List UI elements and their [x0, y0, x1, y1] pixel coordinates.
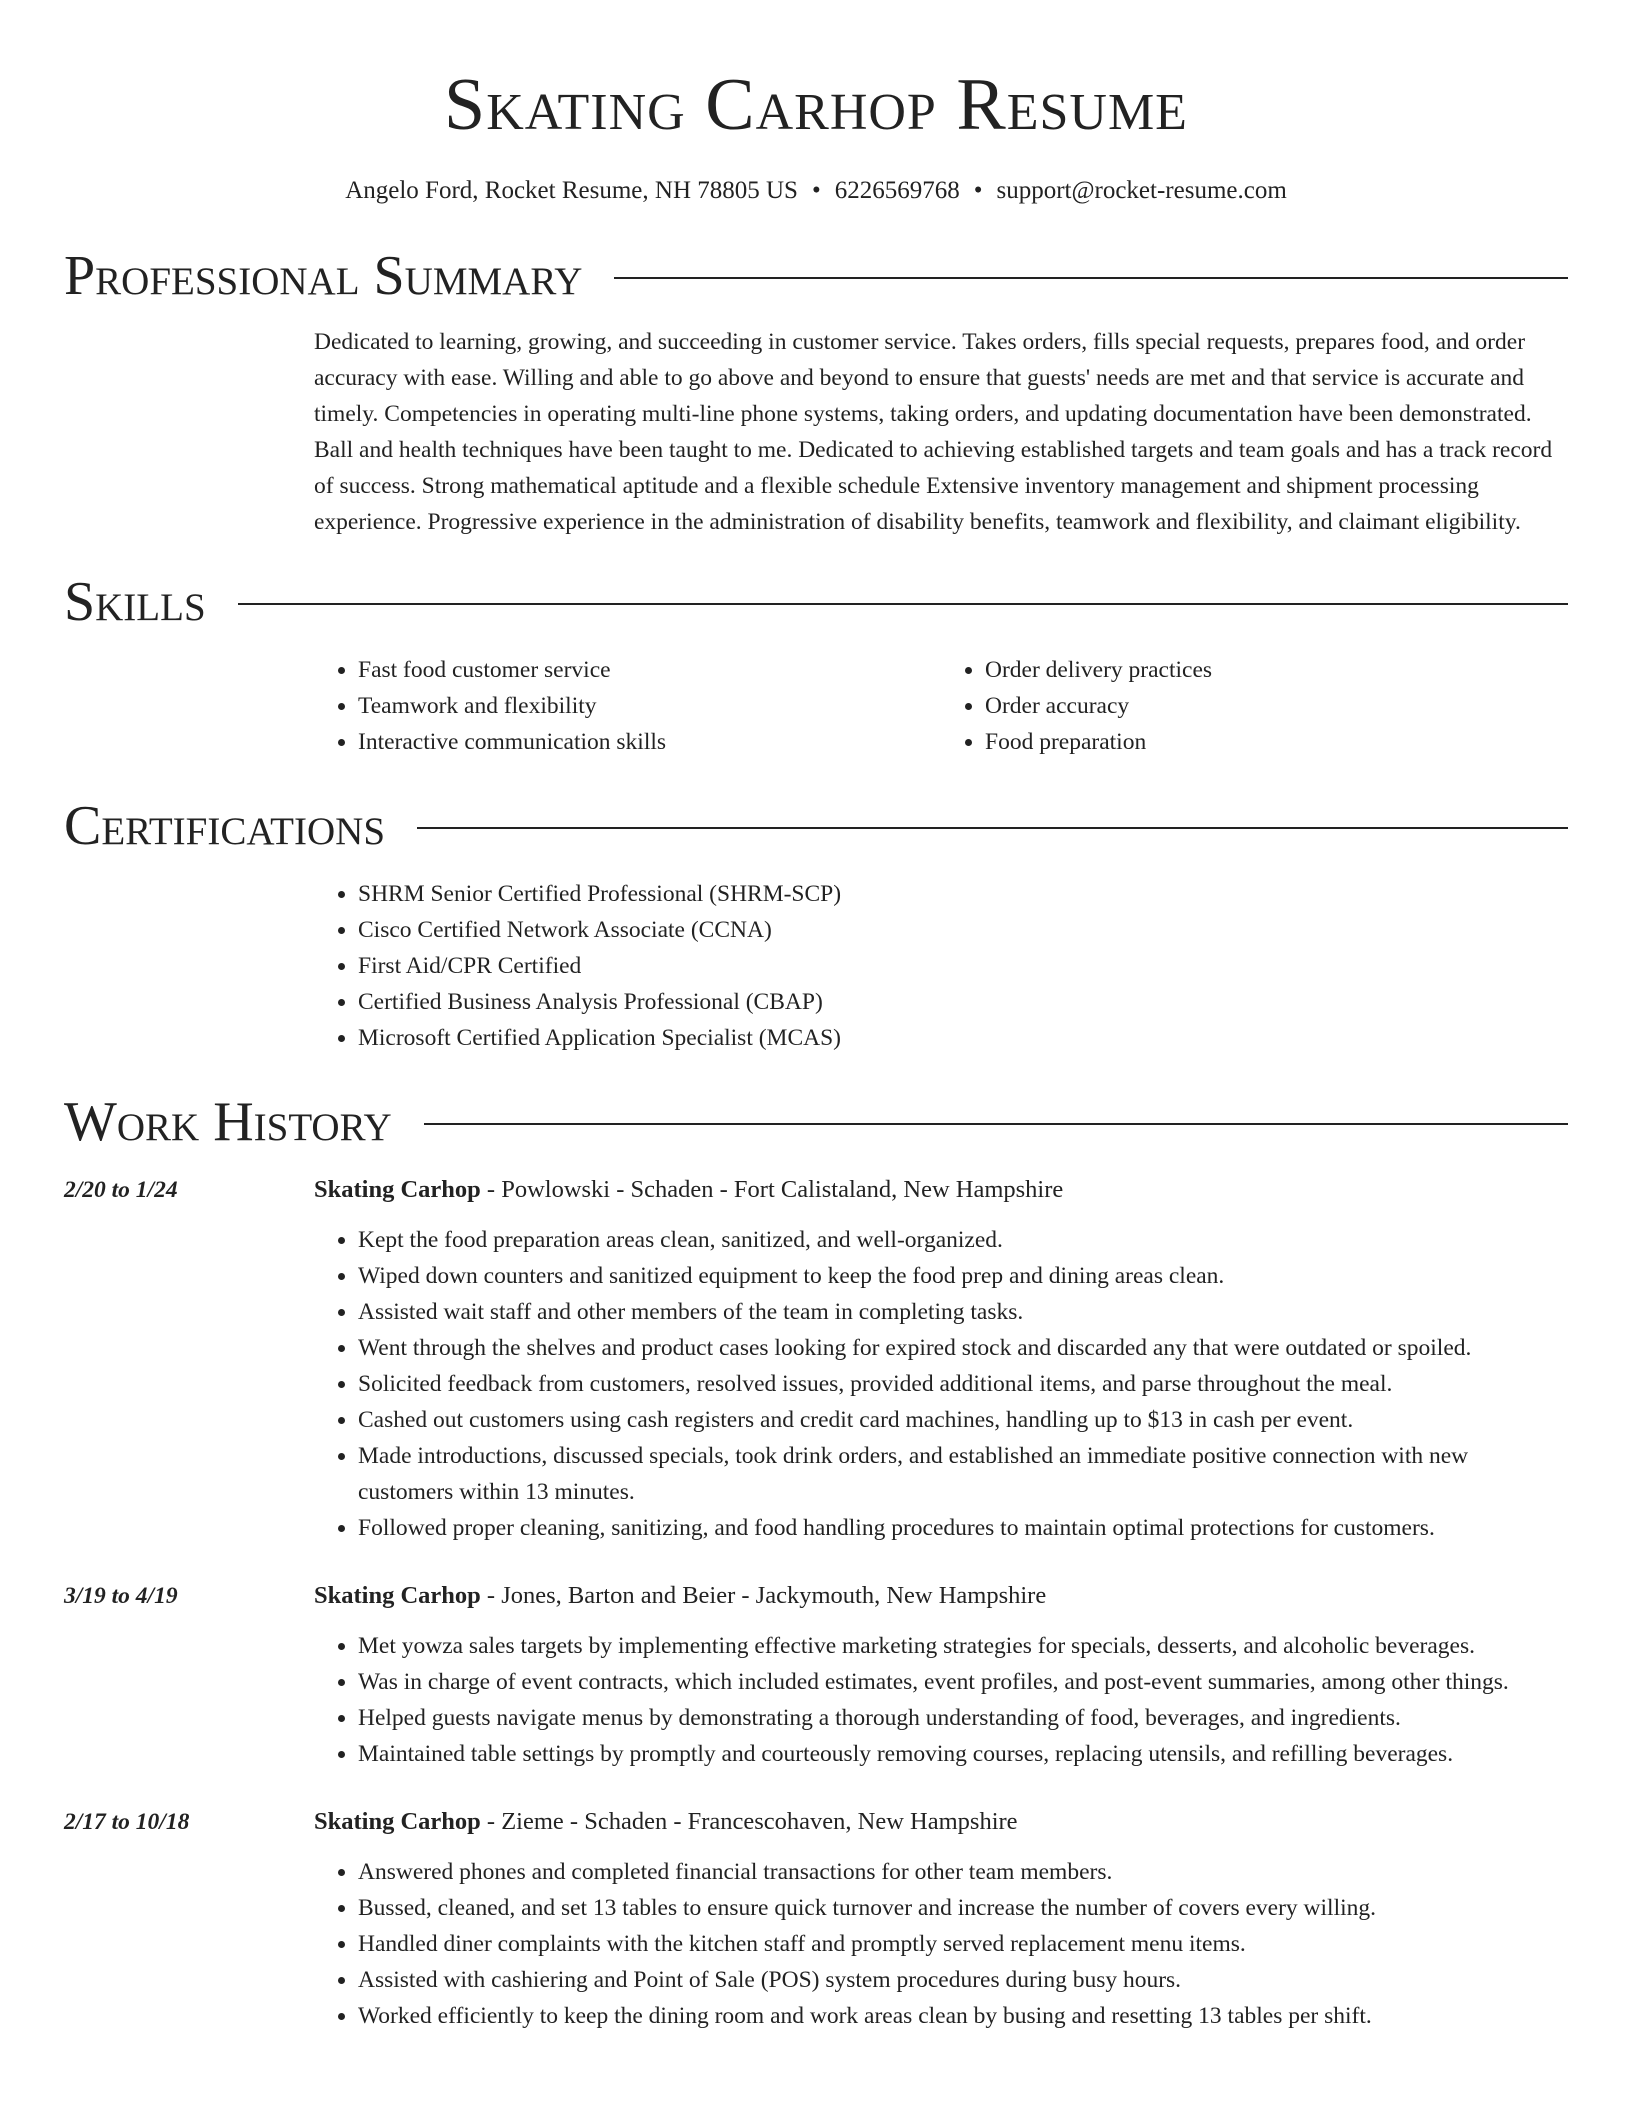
contact-separator: •	[811, 177, 821, 204]
job-role: Skating Carhop	[314, 1176, 481, 1203]
job-dates: 2/20 to 1/24	[64, 1177, 178, 1203]
job-header	[314, 1804, 1568, 1840]
summary-text: Dedicated to learning, growing, and succeeding in customer service. Takes orders, fills special requests, prepares food, and order accuracy with ease. Willing and able to go above and beyond to ensure that guests' needs are met and that service is accurate and timely. Competencies in operating multi-line phone systems, taking orders, and updating documentation have been demonstrated. Ball and health techniques have been taught to me. Dedicated to achieving established targets and team goals and has a track record of success. Strong mathematical aptitude and a flexible schedule Extensive inventory management and shipment processing experience. Progressive experience in the administration of disability benefits, teamwork and flexibility, and claimant eligibility.	[314, 329, 1553, 535]
job-bullet: • Handled diner complaints with the kitchen staff and promptly served replacement menu items.	[358, 1926, 1568, 1962]
job-bullet: • Was in charge of event contracts, which included estimates, event profiles, and post-event summaries, among other things.	[358, 1664, 1568, 1700]
skill-item: • Teamwork and flexibility	[358, 688, 941, 724]
certifications-list	[314, 876, 1568, 1056]
work-history-heading: Work History	[64, 1091, 392, 1153]
certifications-header	[64, 794, 1568, 858]
job-role: Skating Carhop	[314, 1808, 481, 1835]
section-divider	[424, 1123, 1568, 1125]
job-dates: 2/17 to 10/18	[64, 1809, 190, 1835]
section-divider	[417, 827, 1568, 829]
section-divider	[238, 603, 1568, 605]
job-bullet: • Assisted with cashiering and Point of Sale (POS) system procedures during busy hours.	[358, 1962, 1568, 1998]
job-header	[314, 1578, 1568, 1614]
job-employer: - Powlowski - Schaden - Fort Calistaland, New Hampshire	[480, 1176, 1064, 1203]
job-bullets	[314, 1628, 1568, 1772]
job-bullet: • Wiped down counters and sanitized equipment to keep the food prep and dining areas clean.	[358, 1258, 1568, 1294]
contact-line	[0, 174, 1632, 208]
skills-list-left	[314, 652, 941, 760]
job-entry	[64, 1172, 1568, 1546]
job-bullet: • Answered phones and completed financial transactions for other team members.	[358, 1854, 1568, 1890]
skills-grid	[314, 652, 1568, 760]
skill-item: • Interactive communication skills	[358, 724, 941, 760]
summary-section	[0, 244, 1632, 540]
job-bullet: • Cashed out customers using cash registers and credit card machines, handling up to $13 in cash per event.	[358, 1402, 1568, 1438]
contact-phone: 6226569768	[834, 177, 960, 204]
job-entry	[64, 1578, 1568, 1772]
job-bullet: • Solicited feedback from customers, resolved issues, provided additional items, and parse throughout the meal.	[358, 1366, 1568, 1402]
resume-title: Skating Carhop Resume	[444, 64, 1188, 146]
contact-address: Angelo Ford, Rocket Resume, NH 78805 US	[345, 177, 798, 204]
certifications-heading: Certifications	[64, 795, 386, 857]
certification-item: • First Aid/CPR Certified	[358, 948, 1568, 984]
job-bullet: • Kept the food preparation areas clean, sanitized, and well-organized.	[358, 1222, 1568, 1258]
job-employer: - Zieme - Schaden - Francescohaven, New Hampshire	[480, 1808, 1018, 1835]
job-bullets	[314, 1222, 1568, 1546]
work-history-header	[64, 1090, 1568, 1154]
job-bullet: • Assisted wait staff and other members of the team in completing tasks.	[358, 1294, 1568, 1330]
summary-heading: Professional Summary	[64, 245, 583, 307]
section-divider	[614, 277, 1568, 279]
job-bullet: • Went through the shelves and product cases looking for expired stock and discarded any that were outdated or spoiled.	[358, 1330, 1568, 1366]
skill-item: • Order delivery practices	[985, 652, 1568, 688]
skills-list-right	[941, 652, 1568, 760]
skills-section	[0, 570, 1632, 760]
job-employer: - Jones, Barton and Beier - Jackymouth, New Hampshire	[480, 1582, 1047, 1609]
work-history-section	[0, 1090, 1632, 2034]
skills-header	[64, 570, 1568, 634]
job-bullet: • Bussed, cleaned, and set 13 tables to ensure quick turnover and increase the number of covers every willing.	[358, 1890, 1568, 1926]
skill-item: • Food preparation	[985, 724, 1568, 760]
job-entry	[64, 1804, 1568, 2034]
job-bullet: • Maintained table settings by promptly and courteously removing courses, replacing utensils, and refilling beverages.	[358, 1736, 1568, 1772]
job-role: Skating Carhop	[314, 1582, 481, 1609]
job-dates: 3/19 to 4/19	[64, 1583, 178, 1609]
certifications-section	[0, 794, 1632, 1056]
skill-item: • Order accuracy	[985, 688, 1568, 724]
certification-item: • SHRM Senior Certified Professional (SHRM-SCP)	[358, 876, 1568, 912]
contact-separator: •	[973, 177, 983, 204]
skill-item: • Fast food customer service	[358, 652, 941, 688]
certification-item: • Microsoft Certified Application Specialist (MCAS)	[358, 1020, 1568, 1056]
certification-item: • Cisco Certified Network Associate (CCNA)	[358, 912, 1568, 948]
job-bullet: • Helped guests navigate menus by demonstrating a thorough understanding of food, beverages, and ingredients.	[358, 1700, 1568, 1736]
contact-email[interactable]: support@rocket-resume.com	[996, 177, 1287, 204]
job-bullet: • Made introductions, discussed specials, took drink orders, and established an immediate positive connection with new customers within 13 minutes.	[358, 1438, 1568, 1510]
job-bullet: • Followed proper cleaning, sanitizing, and food handling procedures to maintain optimal protections for customers.	[358, 1510, 1568, 1546]
summary-header	[64, 244, 1568, 308]
certification-item: • Certified Business Analysis Professional (CBAP)	[358, 984, 1568, 1020]
skills-heading: Skills	[64, 571, 206, 633]
job-bullet: • Met yowza sales targets by implementing effective marketing strategies for specials, desserts, and alcoholic beverages.	[358, 1628, 1568, 1664]
job-bullet: • Worked efficiently to keep the dining room and work areas clean by busing and resetting 13 tables per shift.	[358, 1998, 1568, 2034]
job-header	[314, 1172, 1568, 1208]
job-bullets	[314, 1854, 1568, 2034]
